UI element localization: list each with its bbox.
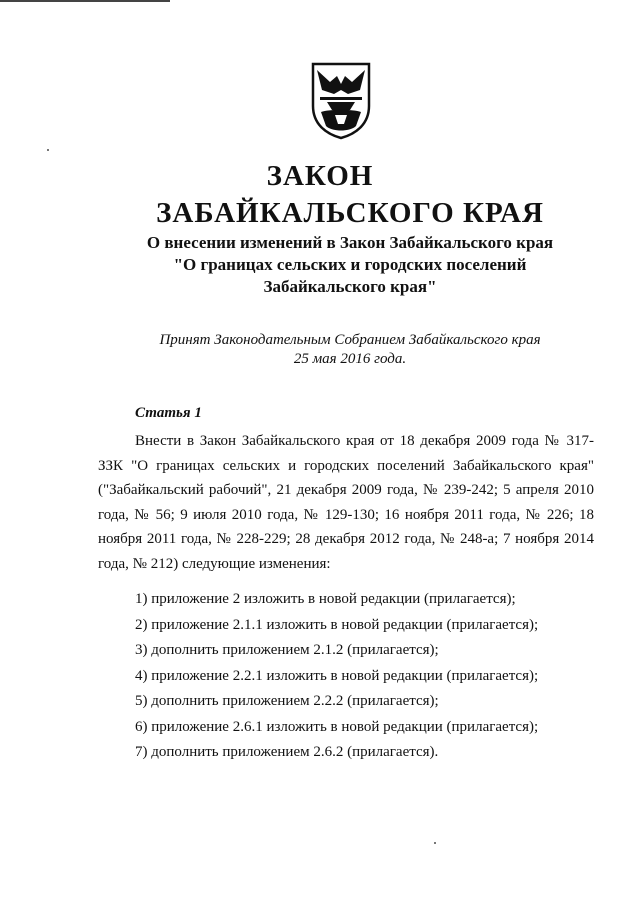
law-subtitle-line: О внесении изменений в Закон Забайкальского края <box>146 233 554 252</box>
adoption-note: Принят Законодательным Собранием Забайкальского края <box>159 332 541 348</box>
coat-of-arms-emblem <box>310 60 372 140</box>
list-item: 1) приложение 2 изложить в новой редакции (прилагается); <box>135 591 516 607</box>
adoption-date: 25 мая 2016 года. <box>293 351 407 367</box>
law-subtitle-line: Забайкальского края" <box>263 277 437 296</box>
list-item: 4) приложение 2.2.1 изложить в новой редакции (прилагается); <box>135 667 539 684</box>
list-item: 2) приложение 2.1.1 изложить в новой редакции (прилагается); <box>135 616 539 633</box>
scan-edge-line <box>0 0 170 2</box>
document-title: ЗАКОН <box>266 160 374 192</box>
article-heading: Статья 1 <box>135 405 202 421</box>
list-item: 5) дополнить приложением 2.2.2 (прилагается); <box>135 693 439 709</box>
list-item: 3) дополнить приложением 2.1.2 (прилагается); <box>135 642 439 658</box>
list-item: 6) приложение 2.6.1 изложить в новой редакции (прилагается); <box>135 718 539 735</box>
law-subtitle-line: "О границах сельских и городских поселений <box>173 255 527 274</box>
article-paragraph: Внести в Закон Забайкальского края от 18 декабря 2009 года № 317-ЗЗК "О границах сельских и городских поселений Забайкальского края" ("Забайкальский рабочий", 21 декабря 2009 года, № 239-242; 5 апреля 2010 года, № 56; 9 июля 2010 года, № 129-130; 16 ноября 2011 года, № 226; 18 ноября 2011 года, № 228-229; 28 декабря 2012 года, № 248-а; 7 ноября 2014 года, № 212) следующие изменения: <box>98 433 594 572</box>
scan-speck <box>47 149 49 151</box>
document-title-region: ЗАБАЙКАЛЬСКОГО КРАЯ <box>156 197 544 229</box>
amendments-list <box>135 587 538 766</box>
list-item: 7) дополнить приложением 2.6.2 (прилагается). <box>135 744 439 760</box>
scan-speck <box>434 842 436 844</box>
